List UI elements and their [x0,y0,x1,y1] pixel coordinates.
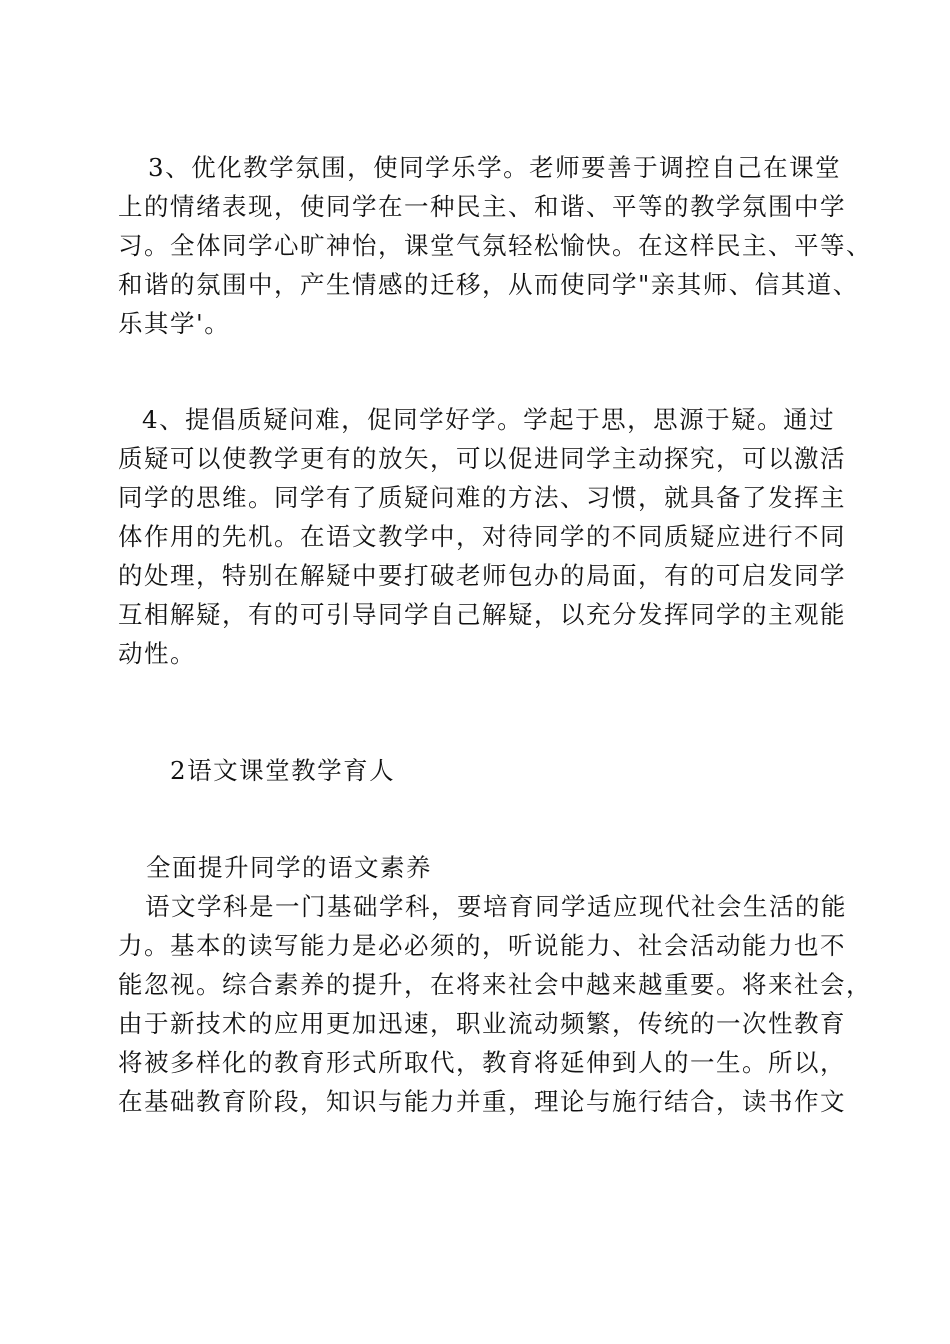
paragraph-line: 3、优化教学氛围，使同学乐学。老师要善于调控自己在课堂 [148,153,842,182]
paragraph-line: 同学的思维。同学有了质疑问难的方法、习惯，就具备了发挥主 [118,483,846,512]
sub-heading: 全面提升同学的语文素养 [146,853,432,882]
paragraph-line: 上的情绪表现，使同学在一种民主、和谐、平等的教学氛围中学 [118,192,846,221]
paragraph-line: 力。基本的读写能力是必必须的，听说能力、社会活动能力也不 [118,931,846,960]
paragraph-line: 体作用的先机。在语文教学中，对待同学的不同质疑应进行不同 [118,522,846,551]
paragraph-line: 乐其学'。 [118,309,231,338]
paragraph-5 [118,887,872,1121]
paragraph-line: 4、提倡质疑问难，促同学好学。学起于思，思源于疑。通过 [142,405,836,434]
paragraph-line: 质疑可以使教学更有的放矢，可以促进同学主动探究，可以激活 [118,444,846,473]
paragraph-line: 动性。 [118,639,196,668]
paragraph-line: 和谐的氛围中，产生情感的迁移，从而使同学"亲其师、信其道、 [118,270,859,299]
paragraph-line: 的处理，特别在解疑中要打破老师包办的局面，有的可启发同学 [118,561,846,590]
paragraph-line: 由于新技术的应用更加迅速，职业流动频繁，传统的一次性教育 [118,1009,846,1038]
section-heading: 2语文课堂教学育人 [170,756,396,785]
paragraph-line: 将被多样化的教育形式所取代，教育将延伸到人的一生。所以， [118,1048,846,1077]
paragraph-4 [118,400,858,673]
paragraph-line: 在基础教育阶段，知识与能力并重，理论与施行结合，读书作文 [118,1087,846,1116]
paragraph-line: 语文学科是一门基础学科，要培育同学适应现代社会生活的能 [145,892,847,921]
paragraph-line: 互相解疑，有的可引导同学自己解疑，以充分发挥同学的主观能 [118,600,846,629]
paragraph-line: 习。全体同学心旷神怡，课堂气氛轻松愉快。在这样民主、平等、 [118,231,872,260]
paragraph-3 [118,148,872,343]
paragraph-line: 能忽视。综合素养的提升，在将来社会中越来越重要。将来社会， [118,970,872,999]
